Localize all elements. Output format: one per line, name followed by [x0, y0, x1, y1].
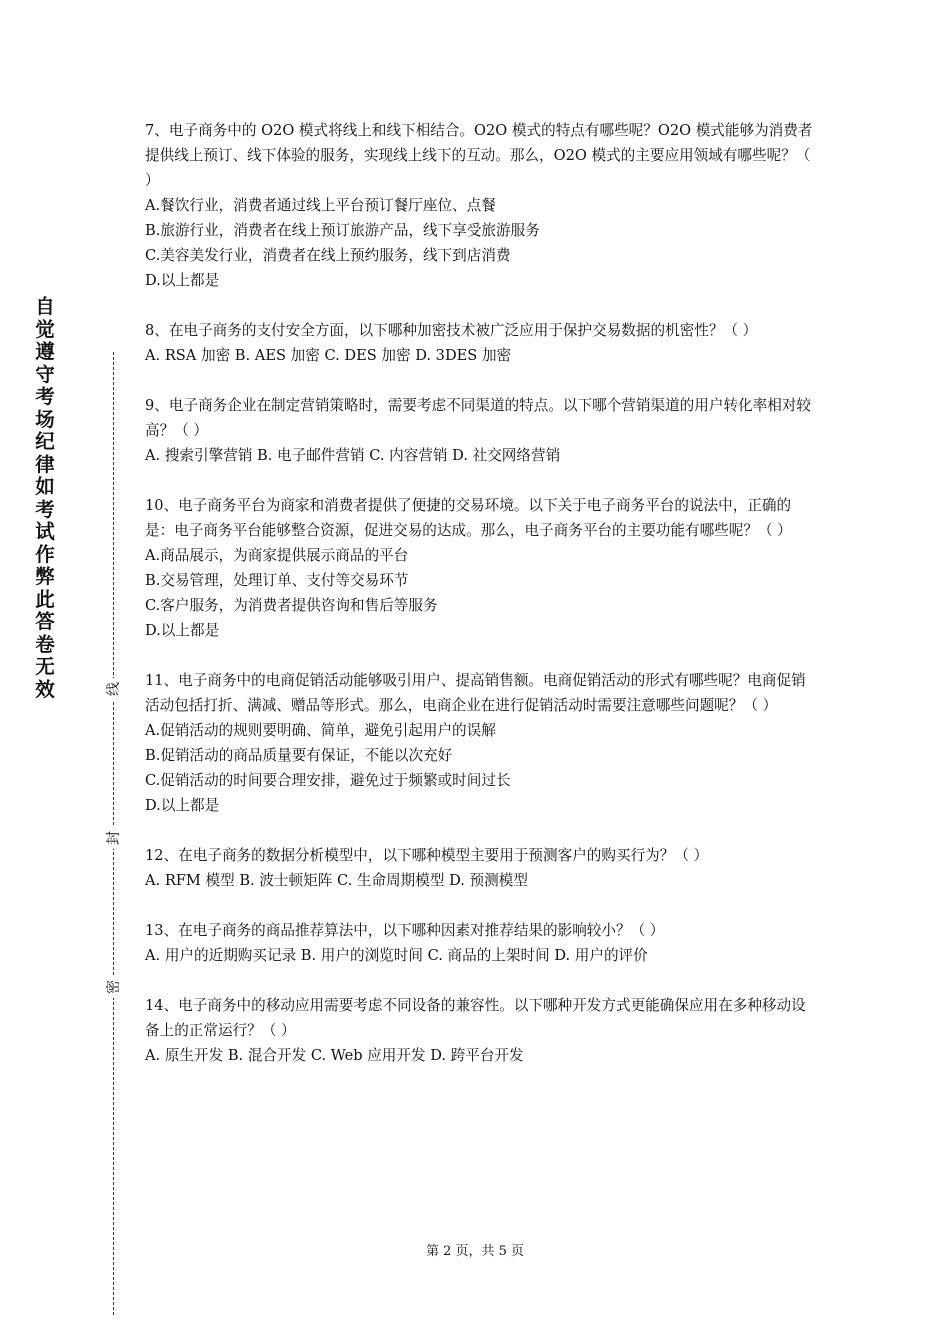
question-8 — [145, 318, 815, 368]
question-stem: 14、电子商务中的移动应用需要考虑不同设备的兼容性。以下哪种开发方式更能确保应用在多种移动设备上的正常运行？（ ） — [145, 997, 806, 1039]
exam-discipline-notice: 自觉遵守考场纪律如考试作弊此答卷无效 — [35, 295, 55, 701]
question-stem: 12、在电子商务的数据分析模型中，以下哪种模型主要用于预测客户的购买行为？（ ） — [145, 847, 709, 864]
question-option: D.以上都是 — [145, 622, 220, 639]
question-option: C.促销活动的时间要合理安排，避免过于频繁或时间过长 — [145, 772, 511, 789]
question-7 — [145, 118, 815, 293]
question-stem: 11、电子商务中的电商促销活动能够吸引用户、提高销售额。电商促销活动的形式有哪些呢？电商促销活动包括打折、满减、赠品等形式。那么，电商企业在进行促销活动时需要注意哪些问题呢？（ ） — [145, 672, 806, 714]
question-10 — [145, 493, 815, 643]
question-stem: 9、电子商务企业在制定营销策略时，需要考虑不同渠道的特点。以下哪个营销渠道的用户转化率相对较高？（ ） — [145, 397, 812, 439]
question-option: C.客户服务，为消费者提供咨询和售后等服务 — [145, 597, 438, 614]
binding-mark-mi: 密 — [103, 976, 125, 998]
question-list — [145, 118, 815, 1093]
question-option: C.美容美发行业，消费者在线上预约服务，线下到店消费 — [145, 247, 511, 264]
question-option: D.以上都是 — [145, 272, 220, 289]
question-stem: 13、在电子商务的商品推荐算法中，以下哪种因素对推荐结果的影响较小？（ ） — [145, 922, 665, 939]
question-option: D.以上都是 — [145, 797, 220, 814]
question-option: B.促销活动的商品质量要有保证，不能以次充好 — [145, 747, 453, 764]
question-13 — [145, 918, 815, 968]
question-options: A. RSA 加密 B. AES 加密 C. DES 加密 D. 3DES 加密 — [145, 347, 512, 364]
page-footer: 第 2 页，共 5 页 — [425, 1244, 525, 1259]
question-12 — [145, 843, 815, 893]
question-options: A. RFM 模型 B. 波士顿矩阵 C. 生命周期模型 D. 预测模型 — [145, 872, 528, 889]
question-9 — [145, 393, 815, 468]
question-options: A. 搜索引擎营销 B. 电子邮件营销 C. 内容营销 D. 社交网络营销 — [145, 447, 561, 464]
question-option: B.旅游行业，消费者在线上预订旅游产品，线下享受旅游服务 — [145, 222, 540, 239]
question-stem: 8、在电子商务的支付安全方面，以下哪种加密技术被广泛应用于保护交易数据的机密性？（ ） — [145, 322, 758, 339]
question-stem: 10、电子商务平台为商家和消费者提供了便捷的交易环境。以下关于电子商务平台的说法中，正确的是：电子商务平台能够整合资源，促进交易的达成。那么，电子商务平台的主要功能有哪些呢？（ ） — [145, 497, 792, 539]
question-options: A. 用户的近期购买记录 B. 用户的浏览时间 C. 商品的上架时间 D. 用户的评价 — [145, 947, 648, 964]
question-option: B.交易管理，处理订单、支付等交易环节 — [145, 572, 409, 589]
question-11 — [145, 668, 815, 818]
question-option: A.餐饮行业，消费者通过线上平台预订餐厅座位、点餐 — [145, 197, 496, 214]
question-option: A.商品展示，为商家提供展示商品的平台 — [145, 547, 409, 564]
binding-mark-feng: 封 — [103, 827, 125, 849]
question-14 — [145, 993, 815, 1068]
question-option: A.促销活动的规则要明确、简单，避免引起用户的误解 — [145, 722, 496, 739]
question-options: A. 原生开发 B. 混合开发 C. Web 应用开发 D. 跨平台开发 — [145, 1047, 524, 1064]
question-stem: 7、电子商务中的 O2O 模式将线上和线下相结合。O2O 模式的特点有哪些呢？O2O 模式能够为消费者提供线上预订、线下体验的服务，实现线上线下的互动。那么，O2O 模式的主要应用领域有哪些呢？（ ） — [145, 122, 813, 189]
binding-mark-xian: 线 — [103, 678, 125, 700]
